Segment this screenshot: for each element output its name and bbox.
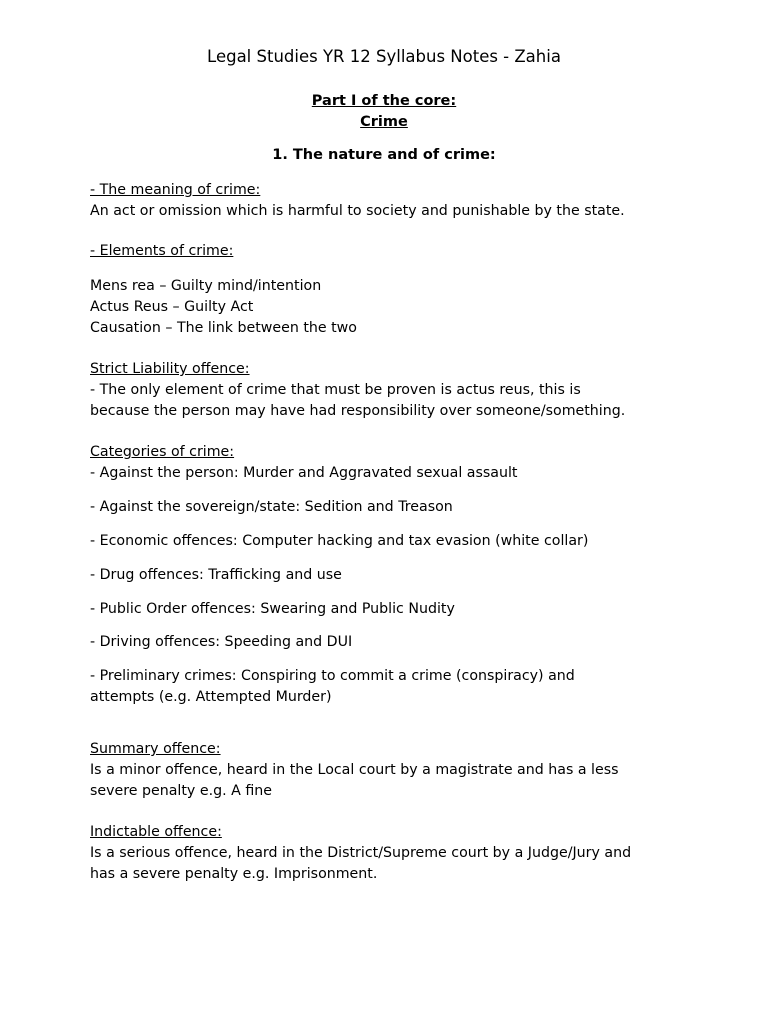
meaning-text: An act or omission which is harmful to society and punishable by the state.: [90, 203, 625, 219]
category-item: - Against the person: Murder and Aggravated sexual assault: [90, 465, 518, 481]
strict-liability-text: because the person may have had responsibility over someone/something.: [90, 403, 626, 419]
section-heading: 1. The nature and of crime:: [272, 147, 496, 163]
summary-offence-text: Is a minor offence, heard in the Local court by a magistrate and has a less: [90, 762, 619, 778]
element-item: Mens rea – Guilty mind/intention: [90, 278, 322, 294]
part-heading: Part I of the core:: [311, 93, 457, 109]
document-title: Legal Studies YR 12 Syllabus Notes - Zahia: [207, 47, 561, 66]
categories-heading: Categories of crime:: [90, 444, 235, 460]
summary-offence-heading: Summary offence:: [90, 741, 221, 757]
category-item: - Against the sovereign/state: Sedition and Treason: [90, 499, 453, 515]
category-item: - Driving offences: Speeding and DUI: [90, 634, 353, 650]
category-item: - Economic offences: Computer hacking and tax evasion (white collar): [90, 533, 589, 549]
element-item: Actus Reus – Guilty Act: [90, 299, 254, 315]
category-item: - Drug offences: Trafficking and use: [90, 567, 342, 583]
indictable-offence-text: has a severe penalty e.g. Imprisonment.: [90, 866, 378, 882]
indictable-offence-heading: Indictable offence:: [90, 824, 222, 840]
category-item: attempts (e.g. Attempted Murder): [90, 689, 332, 705]
category-item: - Public Order offences: Swearing and Public Nudity: [90, 601, 455, 617]
strict-liability-heading: Strict Liability offence:: [90, 361, 250, 377]
strict-liability-text: - The only element of crime that must be proven is actus reus, this is: [90, 382, 581, 398]
elements-heading: - Elements of crime:: [90, 243, 234, 259]
part-subheading: Crime: [360, 114, 408, 130]
meaning-heading: - The meaning of crime:: [90, 182, 261, 198]
category-item: - Preliminary crimes: Conspiring to commit a crime (conspiracy) and: [90, 668, 575, 684]
element-item: Causation – The link between the two: [90, 320, 357, 336]
summary-offence-text: severe penalty e.g. A fine: [90, 783, 272, 799]
indictable-offence-text: Is a serious offence, heard in the District/Supreme court by a Judge/Jury and: [90, 845, 632, 861]
